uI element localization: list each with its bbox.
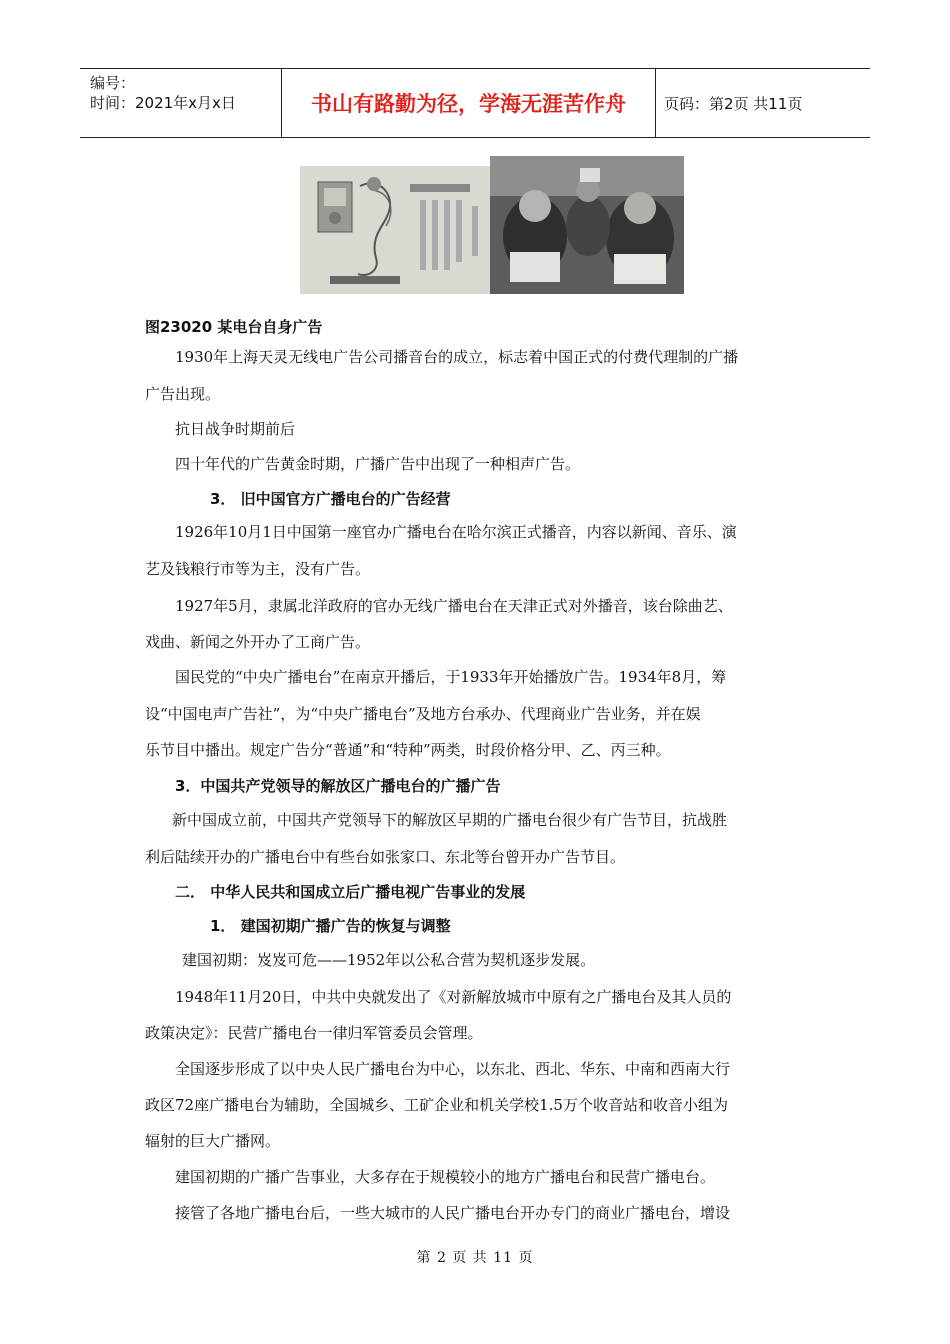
section-heading: 3．中国共产党领导的解放区广播电台的广播广告 <box>175 777 501 795</box>
section-heading: 1． 建国初期广播广告的恢复与调整 <box>210 917 451 935</box>
broadcast-studio-photo <box>490 156 684 294</box>
figure-caption: 图23020 某电台自身广告 <box>145 318 323 336</box>
paragraph-line: 建国初期：岌岌可危——1952年以公私合营为契机逐步发展。 <box>182 951 596 969</box>
paragraph-line: 利后陆续开办的广播电台中有些台如张家口、东北等台曾开办广告节目。 <box>145 848 626 866</box>
paragraph-line: 全国逐步形成了以中央人民广播电台为中心，以东北、西北、华东、中南和西南大行 <box>175 1060 731 1078</box>
paragraph-line: 接管了各地广播电台后，一些大城市的人民广播电台开办专门的商业广播电台，增设 <box>175 1204 731 1222</box>
page-footer: 第 2 页 共 11 页 <box>416 1250 534 1266</box>
paragraph-line: 广告出现。 <box>145 385 221 403</box>
page-header <box>80 68 870 138</box>
header-motto: 书山有路勤为径，学海无涯苦作舟 <box>282 69 656 137</box>
section-heading: 二． 中华人民共和国成立后广播电视广告事业的发展 <box>175 883 526 901</box>
paragraph-line: 四十年代的广告黄金时期，广播广告中出现了一种相声广告。 <box>175 455 581 473</box>
paragraph-line: 艺及钱粮行市等为主，没有广告。 <box>145 560 371 578</box>
date-label: 时间：2021年x月x日 <box>90 94 236 112</box>
paragraph-line: 设“中国电声广告社”，为“中央广播电台”及地方台承办、代理商业广告业务，并在娱 <box>145 705 701 723</box>
paragraph-line: 乐节目中播出。规定广告分“普通”和“特种”两类，时段价格分甲、乙、丙三种。 <box>145 741 671 759</box>
advertisement-photo <box>300 156 684 294</box>
section-heading: 3． 旧中国官方广播电台的广告经营 <box>210 490 451 508</box>
paragraph-line: 1926年10月1日中国第一座官办广播电台在哈尔滨正式播音，内容以新闻、音乐、演 <box>175 523 737 541</box>
code-label: 编号： <box>90 74 136 92</box>
paragraph-line: 1927年5月，隶属北洋政府的官办无线广播电台在天津正式对外播音，该台除曲艺、 <box>175 597 733 615</box>
paragraph-line: 1948年11月20日，中共中央就发出了《对新解放城市中原有之广播电台及其人员的 <box>175 988 732 1006</box>
radio-poster-image <box>300 166 492 294</box>
paragraph-line: 抗日战争时期前后 <box>175 420 296 438</box>
header-meta <box>80 69 282 137</box>
paragraph-line: 辐射的巨大广播网。 <box>145 1132 281 1150</box>
paragraph-line: 国民党的“中央广播电台”在南京开播后，于1933年开始播放广告。1934年8月，筹 <box>175 668 727 686</box>
paragraph-line: 戏曲、新闻之外开办了工商广告。 <box>145 633 371 651</box>
header-page-info: 页码：第2页 共11页 <box>664 94 803 113</box>
paragraph-line: 政策决定》：民营广播电台一律归军管委员会管理。 <box>145 1024 483 1042</box>
paragraph-line: 新中国成立前，中国共产党领导下的解放区早期的广播电台很少有广告节目，抗战胜 <box>172 811 728 829</box>
paragraph-line: 1930年上海天灵无线电广告公司播音台的成立，标志着中国正式的付费代理制的广播 <box>175 348 739 366</box>
paragraph-line: 政区72座广播电台为辅助，全国城乡、工矿企业和机关学校1.5万个收音站和收音小组为 <box>145 1096 728 1114</box>
paragraph-line: 建国初期的广播广告事业，大多存在于规模较小的地方广播电台和民营广播电台。 <box>175 1168 716 1186</box>
